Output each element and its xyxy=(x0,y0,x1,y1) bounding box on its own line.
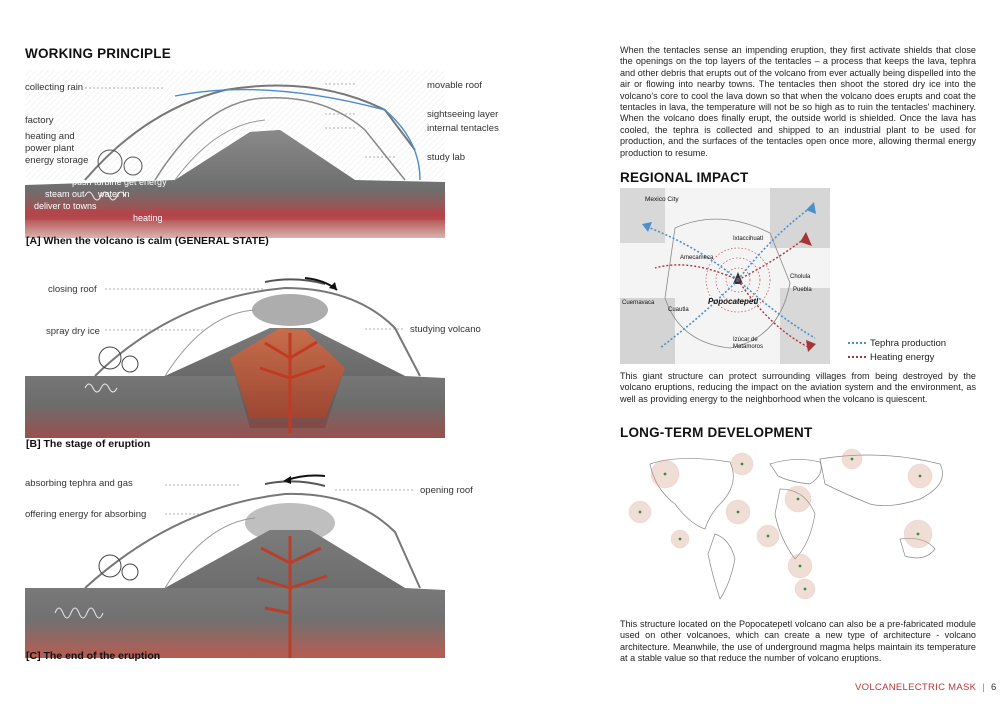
label-energy-storage: energy storage xyxy=(25,155,89,166)
label-factory: factory xyxy=(25,115,54,126)
stage-a-illustration xyxy=(25,70,445,238)
label-closing-roof: closing roof xyxy=(48,284,97,295)
long-term-paragraph: This structure located on the Popocatepetl volcano can also be a pre-fabricated module used on other volcanoes, which can create a new type of architecture - volcano architecture. Meanwhile, the use of underground magma helps maintain its temperature at a stable value so that reduce the number of volcano eruptions. xyxy=(620,619,976,664)
world-map xyxy=(620,444,976,606)
map-label-izucar: Izúcar de Matamoros xyxy=(733,337,764,350)
stage-b-caption: [B] The stage of eruption xyxy=(26,438,151,450)
label-heating: heating xyxy=(133,213,163,223)
map-label-popocatepetl: Popocatepetl xyxy=(708,297,759,306)
footer-separator: | xyxy=(982,682,986,693)
legend-tephra-label: Tephra production xyxy=(870,338,947,349)
map-label-cuernavaca: Cuernavaca xyxy=(622,300,655,306)
footer-title: VOLCANELECTRIC MASK xyxy=(855,682,977,693)
label-internal-tentacles: internal tentacles xyxy=(427,123,499,134)
stage-a-caption: [A] When the volcano is calm (GENERAL STATE) xyxy=(26,235,269,247)
label-offering-energy: offering energy for absorbing xyxy=(25,509,147,520)
label-opening-roof: opening roof xyxy=(420,485,473,496)
label-collecting-rain: collecting rain xyxy=(25,82,84,93)
legend-tephra-swatch xyxy=(848,342,866,344)
label-heating-and: heating and xyxy=(25,131,75,142)
intro-paragraph: When the tentacles sense an impending eruption, they first activate shields that close the openings on the top layers of the tentacles – a process that keeps the lava, tephra and other debris that erupts out of the volcano from ever actually being dispelled into the air or flowing into nearby towns. The tentacles then shoot the stored dry ice into the volcano's core to cool the lava down so that when the volcano does erupts and coat the tentacles in lava, the temperature will not be so high as to ruin the tentacles' machinery. When the volcano does finally erupt, the outside world is shielded. Once the lava has cooled, the tephra is collected and shipped to an industrial plant to be used for production, and the surfaces of the tentacles open once more, allowing thermal energy production to resume. xyxy=(620,45,976,158)
label-push-turbine: push turbine get energy xyxy=(72,177,167,187)
label-movable-roof: movable roof xyxy=(427,80,482,91)
legend-heating xyxy=(848,352,934,363)
map-label-puebla: Puebla xyxy=(793,287,812,293)
footer xyxy=(855,682,997,693)
legend-heating-swatch xyxy=(848,356,866,358)
label-study-lab: study lab xyxy=(427,152,466,163)
label-deliver-to-towns: deliver to towns xyxy=(34,201,97,211)
map-label-ixtaccihuatl: Ixtaccihuatl xyxy=(733,236,764,242)
map-label-cholula: Cholula xyxy=(790,274,811,280)
legend-heating-label: Heating energy xyxy=(870,352,935,363)
label-absorbing-tephra: absorbing tephra and gas xyxy=(25,478,133,489)
label-sightseeing-layer: sightseeing layer xyxy=(427,109,499,120)
label-power-plant: power plant xyxy=(25,143,75,154)
map-label-amecameca: Amecameca xyxy=(680,255,714,261)
stage-c-caption: [C] The end of the eruption xyxy=(26,650,161,662)
long-term-title: LONG-TERM DEVELOPMENT xyxy=(620,425,813,440)
map-label-mexico-city: Mexico City xyxy=(645,196,679,203)
label-spray-dry-ice: spray dry ice xyxy=(46,326,100,337)
label-water-in: water in xyxy=(98,189,130,199)
working-principle-title: WORKING PRINCIPLE xyxy=(25,46,171,61)
regional-impact-title: REGIONAL IMPACT xyxy=(620,170,749,185)
regional-paragraph: This giant structure can protect surrounding villages from being destroyed by the volcano eruptions, reducing the impact on the aviation system and the environment, as well as providing energy to the neighborhood when the volcano is quiescent. xyxy=(620,371,976,404)
legend-tephra xyxy=(848,338,946,349)
label-studying-volcano: studying volcano xyxy=(410,324,481,335)
label-steam-out: steam out xyxy=(45,189,85,199)
page-number: 6 xyxy=(991,682,997,693)
stage-c-illustration xyxy=(25,468,445,658)
map-label-cuautla: Cuautla xyxy=(668,307,689,313)
